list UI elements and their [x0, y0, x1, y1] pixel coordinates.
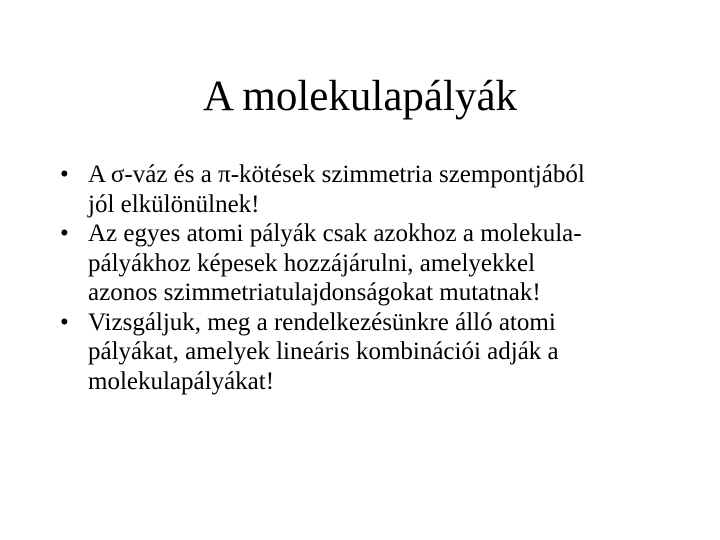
bullet-line: Az egyes atomi pályák csak azokhoz a molekula-	[88, 220, 582, 247]
bullet-item-sigma-pi	[60, 160, 680, 219]
bullet-list	[60, 160, 680, 396]
bullet-line: pályákat, amelyek lineáris kombinációi adják a	[88, 338, 559, 365]
bullet-line: azonos szimmetriatulajdonságokat mutatnak!	[88, 279, 541, 306]
bullet-icon: •	[60, 220, 69, 247]
bullet-icon: •	[60, 308, 69, 336]
slide-title: A molekulapályák	[202, 73, 518, 120]
bullet-line: A σ-váz és a π-kötések szimmetria szempontjából	[88, 161, 585, 188]
bullet-line: molekulapályákat!	[88, 367, 275, 395]
bullet-line: jól elkülönülnek!	[88, 190, 260, 218]
bullet-item-examine	[60, 308, 680, 397]
bullet-line: pályákhoz képesek hozzájárulni, amelyekkel	[88, 249, 536, 277]
bullet-line: Vizsgáljuk, meg a rendelkezésünkre álló atomi	[88, 308, 556, 336]
bullet-icon: •	[60, 161, 69, 188]
bullet-item-atomic-orbitals	[60, 219, 680, 308]
